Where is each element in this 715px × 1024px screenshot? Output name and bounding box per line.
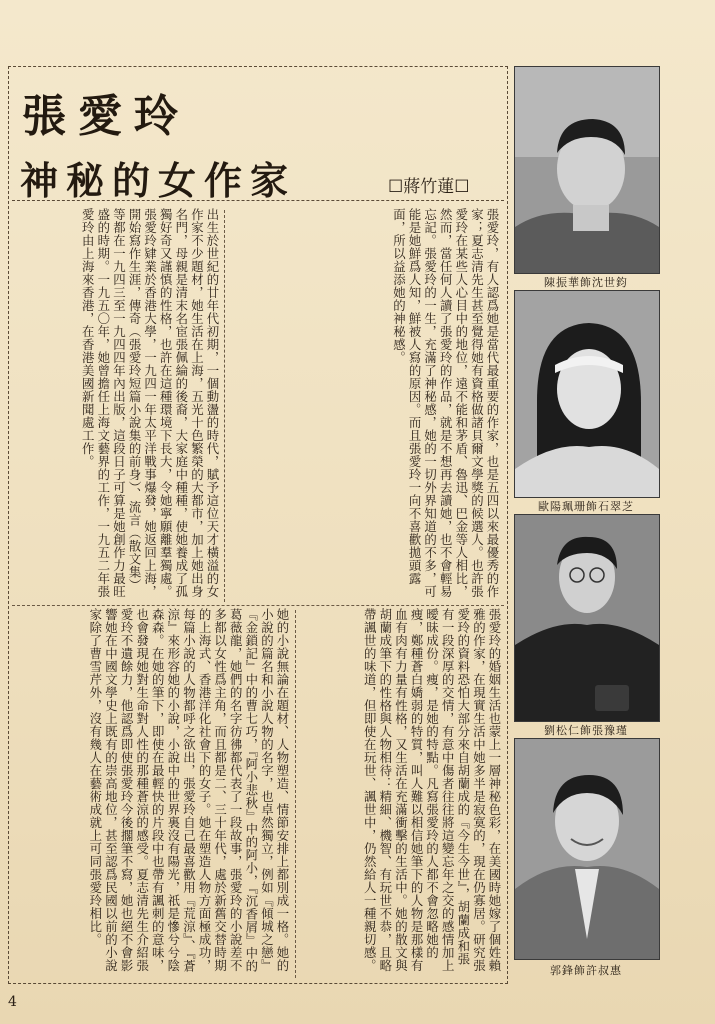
page-number: 4 <box>8 994 17 1010</box>
column-divider <box>295 610 296 978</box>
row-divider <box>12 605 504 606</box>
photo-caption-2: 歐陽珮珊飾石翠芝 <box>538 500 634 513</box>
actor-photo-4 <box>514 738 660 960</box>
article-byline: ☐蔣竹蓮☐ <box>388 177 470 197</box>
article-section-marriage: 張愛玲的婚姻生活也蒙上一層神秘色彩，在美國時她嫁了個姓賴雅的作家，在現實生活中她多半是寂寞的，現在仍寡居。研究張愛玲的資料恐怕大部分來自胡蘭成的『今生今世』，胡蘭成和張有一段深厚的交情，有意中傷者往往將這變忘年之交的感情加上曖昧成份。痩，是她的特點。凡寫張愛玲的人都不會忽略她的痩，鄭種蒼白嬌弱的特質，叫人難以相信她筆下的人物是那樣有血有肉有力量有性格，又生活在充滿衝擊的生活中。她的散文與胡蘭成筆下的性格與人物相待：精細、機智、有玩世不恭，且略帶諷世的味道，但即使在玩世、諷世中，仍然給人一種親切感。 <box>362 608 502 972</box>
article-section-biography: 出生於世紀的廿年代初期，一個動盪的時代，賦予這位天才橫溢的女作家不少題材，她生活在上海，五光十色繁榮的大都市，加上她出身名門，母親是清末名宦張佩綸的後裔，大家庭中種種，使她養成了孤獨好奇又謹慎的性格，也許在這種環境下長大，令她寧願離羣獨處。張愛玲肄業於香港大學，一九四一年太平洋戰事爆發，她返回上海，開始寫作生涯，傳奇（張愛玲短篇小說集的前身）、流言（散文集）等都在一九四三至一九四四年內出版，這段日子可算是她創作力最旺盛的時期。一九五〇年，她曾擔任上海文藝界的工作，一九五二年張愛玲由上海來香港，在香港美國新聞處工作。 <box>80 208 220 598</box>
actor-photo-1 <box>514 66 660 274</box>
article-section-intro: 張愛玲，有人認爲她是當代最重要的作家，也是五四以來最優秀的作家；夏志清先生甚至覺得她有資格做諸貝爾文學獎的候選人。也許張愛玲在某些人心目中的地位，遠不能和茅盾、魯迅、巴金等人相比，然而，當任何人讀了張愛玲的作品，就是不想再去讀她，也不會輕易忘記。張愛玲的一生，充滿了神秘感，她的一切外界知道的不多，可能是她鮮爲人知，鮮被人寫的原因。而且張愛玲一向不喜歡拋頭露面，所以益添她的神秘感。 <box>391 208 500 598</box>
article-title-subtitle: 神秘的女作家 <box>20 158 297 203</box>
column-divider <box>224 210 225 602</box>
actress-photo-2 <box>514 290 660 498</box>
article-section-style: 她的小說無論在題材、人物塑造、情節安排上都別成一格。她的小說的篇名和小說人物的名字，也卓然獨立，例如『傾城之戀』『金鎖記』中的曹七巧，『阿小悲秋』中的阿小，『沉香屑』中的葛薇龍，她們的名字彷彿都代表了一段故事，張愛玲的小說差不多都以女性爲主角，而且都是二、三十年代，處於新舊交替時期的上海式、香港洋化社會下的女子。她在塑造人物方面極成功，每篇小說的人物都呼之欲出，張愛玲自己最喜歡用『荒涼』、『蒼涼』來形容她的小說，小說中的世界裏沒有陽光，祇是慘兮兮陰森森。在她的筆下，即使在最輕快的片段中也帶有諷刺的意味，也會發現她對生命對人性的那種蒼涼的感受。夏志清先生介紹張愛玲不遺餘力，他認爲即使張愛玲今後擱筆不寫，她也絕不會影響她在中國文學史上既有的崇高地位，甚至認爲民國以前的小說家除了曹雪芹外，沒有幾人在藝術成就上可同張愛玲相比。 <box>87 608 290 973</box>
article-title-name: 張愛玲 <box>22 91 190 142</box>
photo-caption-3: 劉松仁飾張豫瑾 <box>544 724 628 737</box>
photo-caption-1: 陳振華飾沈世鈞 <box>544 276 628 289</box>
actor-photo-3 <box>514 514 660 722</box>
title-divider <box>12 200 504 201</box>
photo-caption-4: 郭鋒飾許叔惠 <box>550 964 622 977</box>
